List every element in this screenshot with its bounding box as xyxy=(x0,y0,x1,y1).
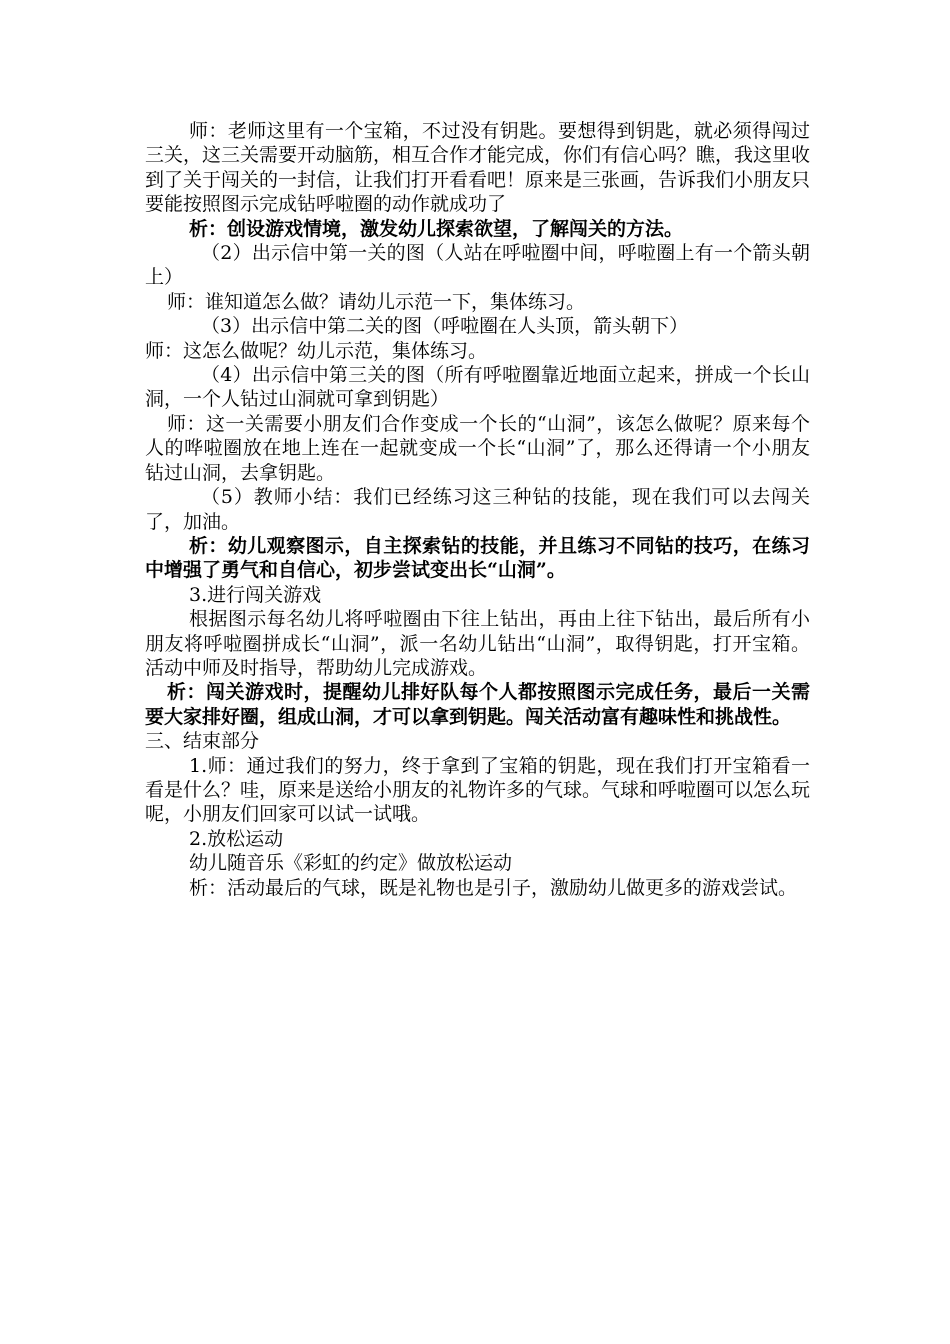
paragraph-analysis-1: 析：创设游戏情境，激发幼儿探索欲望，了解闯关的方法。 xyxy=(189,217,684,240)
paragraph-step-5: （5）教师小结：我们已经练习这三种钻的技能，现在我们可以去闯关了，加油。 xyxy=(145,486,810,533)
paragraph-teacher-question-1: 师：谁知道怎么做？请幼儿示范一下，集体练习。 xyxy=(167,290,586,313)
paragraph-relax-activity: 幼儿随音乐《彩虹的约定》做放松运动 xyxy=(189,852,513,875)
paragraph-analysis-2: 析：幼儿观察图示，自主探索钻的技能，并且练习不同钻的技巧，在练习中增强了勇气和自信心，初步尝试变出长“山洞”。 xyxy=(145,534,810,582)
section-heading-relax: 2.放松运动 xyxy=(189,827,284,850)
paragraph-teacher-question-2: 师：这怎么做呢？幼儿示范，集体练习。 xyxy=(145,339,488,362)
section-heading-game: 3.进行闯关游戏 xyxy=(189,583,322,606)
paragraph-step-2: （2）出示信中第一关的图（人站在呼啦圈中间，呼啦圈上有一个箭头朝上） xyxy=(145,242,810,289)
paragraph-step-3: （3）出示信中第二关的图（呼啦圈在人头顶，箭头朝下） xyxy=(201,315,689,338)
paragraph-teacher-intro: 师：老师这里有一个宝箱，不过没有钥匙。要想得到钥匙，就必须得闯过三关，这三关需要开动脑筋，相互合作才能完成，你们有信心吗？瞧，我这里收到了关于闯关的一封信，让我们打开看看吧！原来是三张画，告诉我们小朋友只要能按照图示完成钻呼啦圈的动作就成功了 xyxy=(145,120,811,216)
document-page xyxy=(145,119,810,900)
paragraph-analysis-3: 析：闯关游戏时，提醒幼儿排好队每个人都按照图示完成任务，最后一关需要大家排好圈，组成山洞，才可以拿到钥匙。闯关活动富有趣味性和挑战性。 xyxy=(145,681,810,728)
paragraph-game-description: 根据图示每名幼儿将呼啦圈由下往上钻出，再由上往下钻出，最后所有小朋友将呼啦圈拼成长“山洞”，派一名幼儿钻出“山洞”，取得钥匙，打开宝箱。活动中师及时指导，帮助幼儿完成游戏。 xyxy=(145,608,810,679)
paragraph-ending-teacher: 1.师：通过我们的努力，终于拿到了宝箱的钥匙，现在我们打开宝箱看一看是什么？哇，原来是送给小朋友的礼物许多的气球。气球和呼啦圈可以怎么玩呢，小朋友们回家可以试一试哦。 xyxy=(145,754,811,826)
paragraph-step-4: （4）出示信中第三关的图（所有呼啦圈靠近地面立起来，拼成一个长山洞，一个人钻过山洞就可拿到钥匙） xyxy=(145,364,810,411)
paragraph-teacher-question-3: 师：这一关需要小朋友们合作变成一个长的“山洞”，该怎么做呢？原来每个人的哗啦圈放在地上连在一起就变成一个长“山洞”了，那么还得请一个小朋友钻过山洞，去拿钥匙。 xyxy=(145,412,810,484)
section-heading-ending: 三、结束部分 xyxy=(145,730,260,753)
paragraph-analysis-4: 析：活动最后的气球，既是礼物也是引子，激励幼儿做更多的游戏尝试。 xyxy=(189,876,798,899)
